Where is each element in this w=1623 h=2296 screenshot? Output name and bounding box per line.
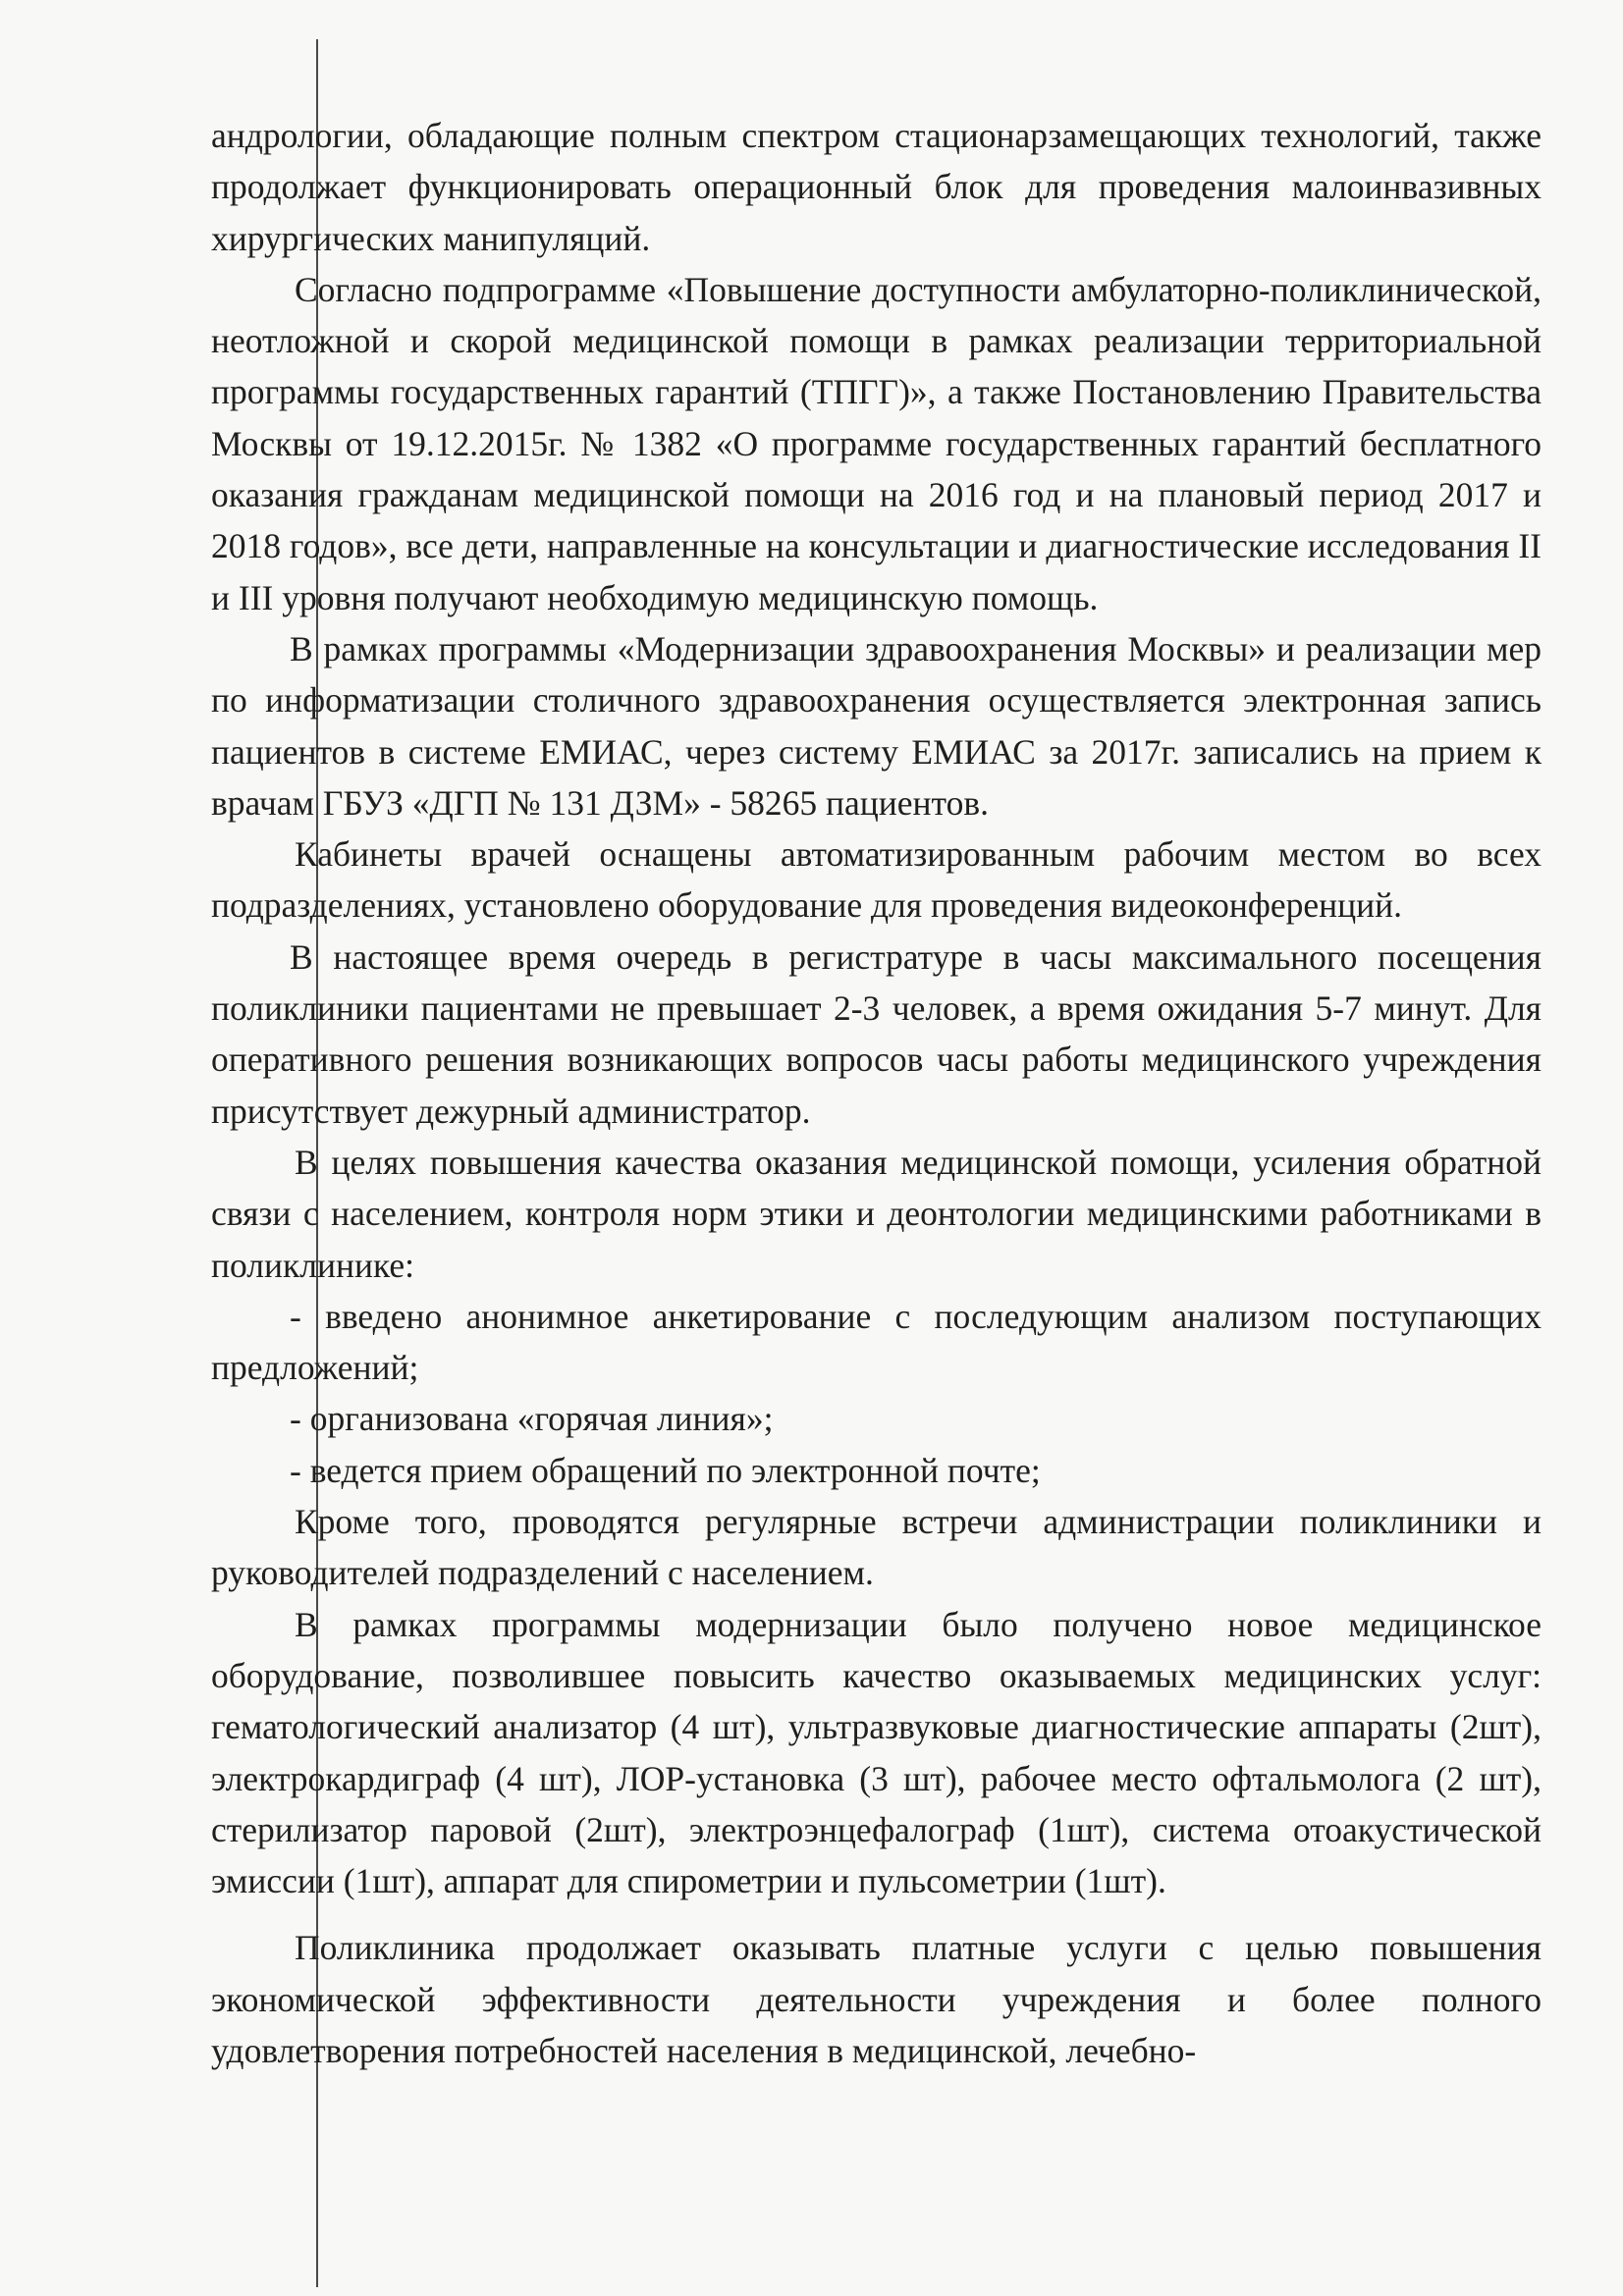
paragraph: В настоящее время очередь в регистратуре в часы максимального посещения поликлиники пациентами не превышает 2-3 человек, а время ожидания 5-7 минут. Для оперативного решения возникающих вопросов часы работы медицинского учреждения присутствует дежурный администратор. bbox=[211, 936, 1542, 1131]
paragraph: Согласно подпрограмме «Повышение доступности амбулаторно-поликлинической, неотложной и скорой медицинской помощи в рамках реализации территориальной программы государственных гарантий (ТПГГ)», а также Постановлению Правительства Москвы от 19.12.2015г. № 1382 «О программе государственных гарантий бесплатного оказания гражданам медицинской помощи на 2016 год и на плановый период 2017 и 2018 годов», все дети, направленные на консультации и диагностические исследования II и III уровня получают необходимую медицинскую помощь. bbox=[211, 269, 1542, 617]
paragraph: Кабинеты врачей оснащены автоматизированным рабочим местом во всех подразделениях, установлено оборудование для проведения видеоконференций. bbox=[211, 834, 1542, 926]
paragraph: В рамках программы «Модернизации здравоохранения Москвы» и реализации мер по информатизации столичного здравоохранения осуществляется электронная запись пациентов в системе ЕМИАС, через систему ЕМИАС за 2017г. записались на прием к врачам ГБУЗ «ДГП № 131 ДЗМ» - 58265 пациентов. bbox=[211, 628, 1542, 823]
document-body bbox=[211, 110, 1542, 2076]
list-item: - организована «горячая линия»; bbox=[290, 1399, 774, 1439]
list-item: - введено анонимное анкетирование с последующим анализом поступающих предложений; bbox=[211, 1296, 1542, 1388]
list-item: - ведется прием обращений по электронной почте; bbox=[290, 1450, 1041, 1490]
paragraph: В рамках программы модернизации было получено новое медицинское оборудование, позволившее повысить качество оказываемых медицинских услуг: гематологический анализатор (4 шт), ультразвуковые диагностические аппараты (2шт), электрокардиграф (4 шт), ЛОР-установка (3 шт), рабочее место офтальмолога (2 шт), стерилизатор паровой (2шт), электроэнцефалограф (1шт), система отоакустической эмиссии (1шт), аппарат для спирометрии и пульсометрии (1шт). bbox=[211, 1604, 1542, 1901]
paragraph: Кроме того, проводятся регулярные встречи администрации поликлиники и руководителей подразделений с населением. bbox=[211, 1502, 1542, 1593]
paragraph: Поликлиника продолжает оказывать платные услуги с целью повышения экономической эффективности деятельности учреждения и более полного удовлетворения потребностей населения в медицинской, лечебно- bbox=[211, 1928, 1542, 2070]
paragraph: андрологии, обладающие полным спектром стационарзамещающих технологий, также продолжает функционировать операционный блок для проведения малоинвазивных хирургических манипуляций. bbox=[211, 116, 1542, 258]
paragraph: В целях повышения качества оказания медицинской помощи, усиления обратной связи с населением, контроля норм этики и деонтологии медицинскими работниками в поликлинике: bbox=[211, 1142, 1542, 1285]
